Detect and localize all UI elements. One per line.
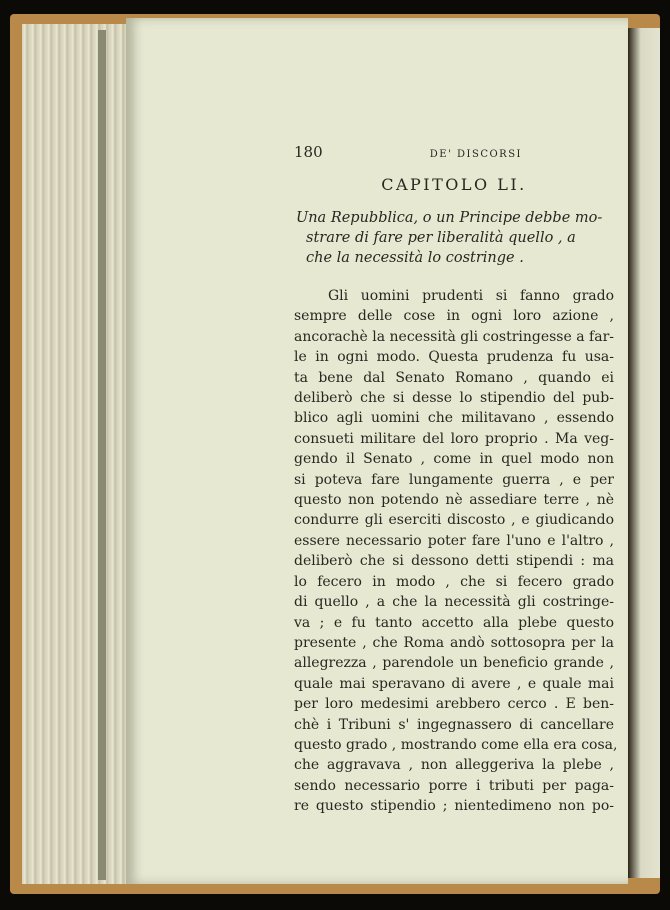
chapter-summary (296, 208, 614, 268)
text-line: deliberò che si dessono detti stipendi : ma (294, 553, 614, 570)
text-line: sempre delle cose in ogni loro azione , (294, 308, 614, 325)
text-line: va ; e fu tanto accetto alla plebe questo (294, 614, 614, 631)
text-line: condurre gli eserciti discosto , e giudicando (294, 512, 614, 529)
text-line: sendo necessario porre i tributi per paga- (294, 777, 614, 794)
text-line: chè i Tribuni s' ingegnassero di cancellare (294, 716, 614, 733)
text-line: allegrezza , parendole un beneficio grande , (294, 655, 614, 672)
page-text (294, 143, 618, 817)
facing-page-edge (628, 28, 660, 878)
body-text (294, 286, 618, 817)
running-head (294, 143, 614, 161)
text-line: presente , che Roma andò sottosopra per la (294, 634, 614, 651)
text-line: si poteva fare lungamente guerra , e per (294, 471, 614, 488)
text-line: ta bene dal Senato Romano , quando ei (294, 369, 614, 386)
running-title: DE' DISCORSI (429, 149, 522, 160)
text-line: lo fecero in modo , che si fecero grado (294, 573, 614, 590)
text-line: Gli uomini prudenti si fanno grado (328, 288, 614, 304)
summary-line: che la necessità lo costringe . (306, 250, 524, 266)
text-line: per loro medesimi arebbero cerco . E ben- (294, 696, 614, 713)
text-line: questo grado , mostrando come ella era cosa, (294, 736, 618, 753)
text-line: consueti militare del loro proprio . Ma veg- (294, 430, 614, 447)
text-line: essere necessario poter fare l'uno e l'altro , (294, 532, 614, 549)
text-line: di quello , a che la necessità gli costringe- (294, 594, 614, 611)
text-line: blico agli uomini che militavano , essendo (294, 410, 614, 427)
page-stack-shadow (98, 30, 106, 880)
text-line: quale mai speravano di avere , e quale mai (294, 675, 614, 692)
text-line: questo non potendo nè assediare terre , nè (294, 492, 614, 509)
summary-line: strare di fare per liberalità quello , a (306, 230, 576, 246)
text-line: ancorachè la necessità gli costringesse a far- (294, 328, 614, 345)
summary-line: Una Repubblica, o un Principe debbe mo- (296, 210, 603, 226)
text-line: deliberò che si desse lo stipendio del pub- (294, 390, 614, 407)
page-stack (22, 24, 132, 884)
text-line: gendo il Senato , come in quel modo non (294, 451, 614, 468)
chapter-heading: CAPITOLO LI. (381, 175, 527, 194)
text-line: che aggravava , non alleggeriva la plebe , (294, 757, 614, 774)
page-number: 180 (294, 143, 323, 161)
text-line: le in ogni modo. Questa prudenza fu usa- (294, 349, 614, 366)
text-line: re questo stipendio ; nientedimeno non po- (294, 798, 614, 815)
